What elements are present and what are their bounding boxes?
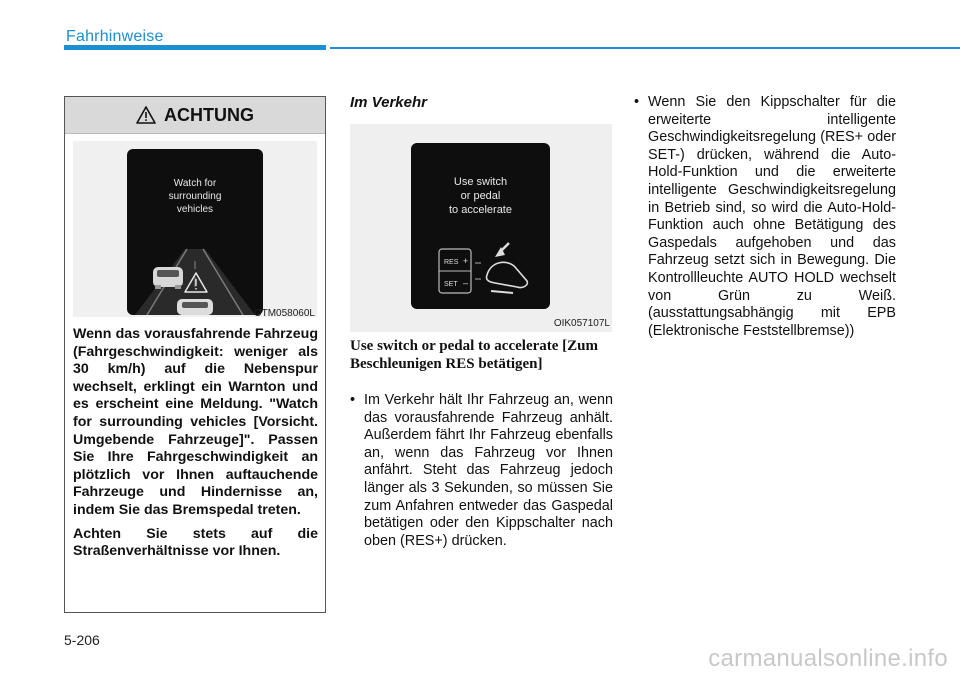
caution-header [65,97,325,134]
message-heading: Use switch or pedal to accelerate [Zum Beschleunigen RES betätigen] [350,338,598,372]
cluster-display [411,143,550,309]
subheading: Im Verkehr [350,94,427,111]
road-scene-illustration [127,149,263,315]
bullet-text: Wenn Sie den Kippschalter für die erweiterte intelligente Geschwindigkeitsregelung (RES+ oder SET-) drücken, während die Auto-Hold-Funktion und die erweiterte intelligente Geschwindigkeitsregelung in Betrieb sind, so wird die Auto-Hold-Funktion auch ohne Betätigung des Gaspedals aufgehoben und das Fahrzeug setzt sich in Bewegung. Die Kontrollleuchte AUTO HOLD wechselt von Grün zu Weiß. (ausstattungsabhängig mit EPB (Elektronische Feststellbremse)) [648,94,896,339]
caution-box [64,96,326,613]
figure-code: OIK057107L [553,318,610,329]
cluster-display [127,149,263,315]
res-plus-symbol: + [463,256,469,266]
caution-figure [73,141,317,317]
cluster-message: Watch for surrounding vehicles [168,178,222,215]
cluster-message: Use switch or pedal to accelerate [449,176,512,216]
page-number: 5-206 [64,632,100,648]
header-rule-thick [64,45,326,50]
figure-code: OTM058060L [253,308,315,319]
caution-paragraph: Achten Sie stets auf die Straßenverhältnisse vor Ihnen. [73,525,318,560]
warning-triangle-icon [136,106,156,124]
caution-paragraph: Wenn das vorausfahrende Fahrzeug (Fahrgeschwindigkeit: weniger als 30 km/h) auf die Nebenspur wechselt, erklingt ein Warnton und es erscheint eine Meldung. "Watch for surrounding vehicles [Vorsicht. Umgebende Fahrzeuge]". Passen Sie Ihre Fahrgeschwindigkeit an plötzlich vor Ihnen auftauchende Fahrzeuge und Hindernisse an, indem Sie das Bremspedal treten. [73,326,318,518]
accelerate-figure [350,124,612,332]
list-item [350,392,613,550]
set-minus-symbol: – [463,278,469,288]
caution-title: ACHTUNG [164,104,254,125]
bullet-dot-icon: • [634,94,640,110]
watermark: carmanualsonline.info [708,645,948,672]
bullet-text: Im Verkehr hält Ihr Fahrzeug an, wenn das vorausfahrende Fahrzeug anhält. Außerdem fährt Ihr Fahrzeug ebenfalls an, wenn das Fahrzeug vor Ihnen anfährt. Steht das Fahrzeug jedoch länger als 3 Sekunden, so müssen Sie zum Anfahren entweder das Gaspedal betätigen oder den Kippschalter nach oben (RES+) drücken. [364,392,613,549]
header-rule-thin [330,47,960,49]
switch-pedal-illustration [411,143,550,309]
res-switch-label: RES [444,259,459,266]
bullet-dot-icon: • [350,392,356,408]
list-item [634,94,896,340]
section-title: Fahrhinweise [66,28,164,45]
caution-body [73,326,318,567]
set-switch-label: SET [444,281,458,288]
